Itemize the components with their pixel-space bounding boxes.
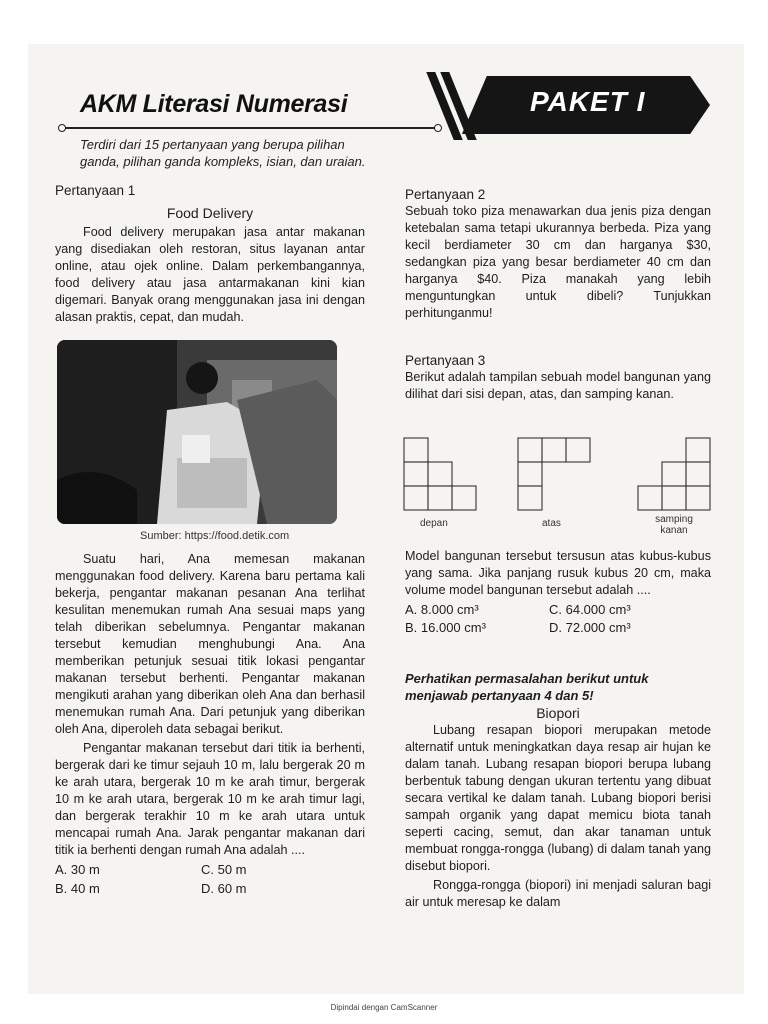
photo-caption: Sumber: https://food.detik.com: [140, 530, 290, 542]
q3-option-b[interactable]: B. 16.000 cm³: [405, 620, 486, 635]
question-4-5-passage: [405, 670, 711, 911]
q45-lead: Perhatikan permasalahan berikut untuk menjawab pertanyaan 4 dan 5!: [405, 671, 649, 703]
biopori-paragraph-1: Lubang resapan biopori merupakan metode alternatif untuk meningkatkan daya resap air hujan ke dalam tanah. Lubang resapan biopori berupa lubang berbentuk tabung dengan ukuran tertentu yang dibuat secara vertikal ke dalam tanah. Lubang biopori berisi sampah organik yang dapat memicu biota tanah seperti cacing, semut, dan akar tanaman untuk membuat rongga-rongga (lubang) di dalam tanah yang disebut biopori.: [405, 723, 711, 873]
q1-story-paragraph-2: Pengantar makanan tersebut dari titik ia berhenti, bergerak dari ke timur sejauh 10 m, lalu bergerak 20 m ke arah utara, bergerak 10 m ke arah timur, bergerak 10 m ke arah utara, bergerak 10 m ke arah timur lagi, dan bergerak terakhir 10 m ke arah utara untuk mencapai rumah Ana. Jarak pengantar makanan dari titik ia berhenti dengan rumah Ana adalah ....: [55, 741, 365, 857]
q1-title: Food Delivery: [166, 205, 254, 221]
q1-option-c[interactable]: C. 50 m: [201, 862, 247, 877]
q1-options: [55, 861, 365, 897]
paket-label: PAKET I: [530, 86, 646, 117]
q1-intro-paragraph: Food delivery merupakan jasa antar makanan yang disediakan oleh restoran, situs layanan antar online, atau ojek online. Dalam perkembangannya, food delivery atau jasa antarmakanan kini kian digemari. Banyak orang menggunakan jasa ini dengan alasan praktis, cepat, dan mudah.: [55, 225, 365, 324]
intro-text: Terdiri dari 15 pertanyaan yang berupa pilihan ganda, pilihan ganda kompleks, isian, dan uraian.: [80, 137, 366, 169]
q1-option-a[interactable]: A. 30 m: [55, 862, 100, 877]
biopori-paragraph-2: Rongga-rongga (biopori) ini menjadi saluran bagi air untuk meresap ke dalam: [405, 878, 711, 909]
question-1-intro: [55, 182, 365, 326]
question-2: [405, 186, 711, 322]
view-label-top: atas: [542, 518, 561, 529]
q1-story-paragraph-1: Suatu hari, Ana memesan makanan menggunakan food delivery. Karena baru pertama kali bekerja, pengantar makanan pesanan Ana terlihat kesulitan menemukan rumah Ana sesuai maps yang telah diberikan sebelumnya. Pengantar makanan tersebut kemudian menghubungi Ana. Ana memberikan petunjuk sesuai titik lokasi pengantar makanan tersebut berhenti. Pengantar makanan mengikuti arahan yang diberikan oleh Ana dan berhasil menemukan rumah Ana. Dari petunjuk yang diberikan oleh Ana, diperoleh data sebagai berikut.: [55, 552, 365, 736]
view-label-front: depan: [420, 518, 448, 529]
views-svg: [402, 430, 714, 514]
q3-heading: Pertanyaan 3: [405, 353, 486, 368]
view-label-side: samping kanan: [655, 514, 693, 536]
title-underline: [62, 127, 438, 129]
q1-option-b[interactable]: B. 40 m: [55, 881, 100, 896]
q1-heading: Pertanyaan 1: [55, 183, 136, 198]
question-1-story: [55, 551, 365, 897]
q2-heading: Pertanyaan 2: [405, 187, 486, 202]
q3-option-c[interactable]: C. 64.000 cm³: [549, 602, 631, 617]
food-delivery-photo: [57, 340, 337, 524]
q3-options: [405, 601, 711, 637]
q1-option-d[interactable]: D. 60 m: [201, 881, 247, 896]
q3-text-2: Model bangunan tersebut tersusun atas kubus-kubus yang sama. Jika panjang rusuk kubus 20 cm, maka volume model bangunan tersebut adalah ....: [405, 549, 711, 597]
document-title: AKM Literasi Numerasi: [80, 90, 348, 118]
scanner-watermark: Dipindai dengan CamScanner: [330, 1003, 438, 1012]
question-3-continued: [405, 548, 711, 637]
question-3: [405, 352, 711, 403]
q3-option-d[interactable]: D. 72.000 cm³: [549, 620, 631, 635]
q3-text: Berikut adalah tampilan sebuah model bangunan yang dilihat dari sisi depan, atas, dan samping kanan.: [405, 370, 711, 401]
biopori-title: Biopori: [536, 705, 580, 721]
q3-option-a[interactable]: A. 8.000 cm³: [405, 602, 479, 617]
q2-text: Sebuah toko piza menawarkan dua jenis piza dengan ketebalan sama tetapi ukurannya berbeda. Piza yang kecil berdiameter 30 cm dan harganya $30, sedangkan piza yang besar berdiameter 40 cm dan harganya $40. Piza manakah yang lebih menguntungkan untuk dibeli? Tunjukkan perhitunganmu!: [405, 204, 711, 320]
building-views-diagram: [402, 430, 714, 550]
